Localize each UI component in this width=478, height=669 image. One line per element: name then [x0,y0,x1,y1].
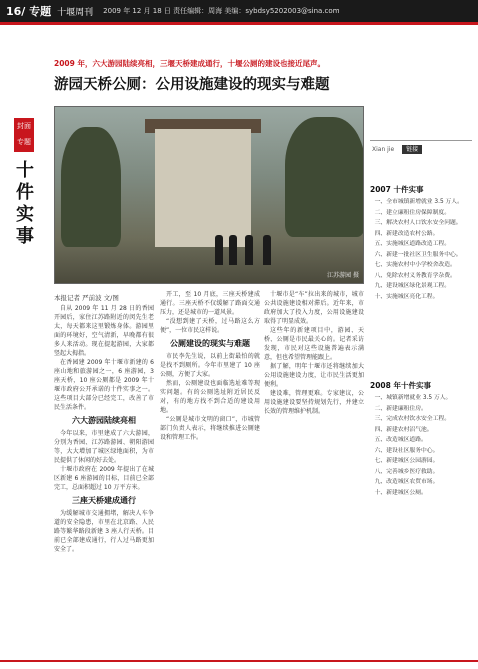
article-header [54,58,376,100]
article-subtitle: 2009 年，六大游园陆续亮相，三堰天桥建成通行，十堰公厕的建设也接近尾声。 [54,59,325,68]
list-title: 2007 十件实事 [370,185,424,194]
list-item: 九、建设城区绿化景观工程。 [374,283,450,289]
list-item: 二、建立廉租住房保障制度。 [374,209,450,216]
sidebar-rule [370,140,472,141]
paragraph: 这些年的新建项目中，游园、天桥、公厕是市民最关心的。记者采访发现，市民对这些设施普遍表示满意，但也希望管理能跟上。 [264,327,364,361]
list-title: 2008 年十件实事 [370,381,431,390]
list-2008 [370,380,472,656]
editor-name: Xian jie [372,146,395,153]
footer-rule [0,660,478,662]
paragraph: 开工，至 10 月底，三座天桥建成通行。三座天桥不仅缓解了路面交通压力，还是城市的一道风景。 [160,291,260,316]
column-3 [264,290,364,656]
column-2 [160,290,260,656]
link-tag: 链接 [402,145,422,154]
list-item: 六、新建一批社区卫生服务中心。 [374,251,462,258]
issue-meta: 2009 年 12 月 18 日 责任编辑：周海 美编：sybdsy5202003@sina.com [103,7,340,15]
section-heading: 六大游园陆续亮相 [72,416,136,425]
photo-credit: 江苏游园 摄 [327,272,359,279]
paragraph: 今年以来，市里建成了六大游园，分别为香园、江苏路游园、朝阳游园等，大大增加了城区绿地面积，为市民提供了休闲的好去处。 [54,430,154,464]
people-graphic [215,225,285,265]
section-heading: 三座天桥建成通行 [72,496,136,505]
article-headline: 游园天桥公厕：公用设施建设的现实与难题 [54,76,330,93]
list-item: 一、城镇新增就业 3.5 万人。 [374,395,452,401]
byline: 本报记者 严前波 文/图 [54,294,119,302]
section-name: 十堰周刊 [57,7,94,18]
list-item: 十、新建城区公厕。 [374,489,427,496]
tree-graphic [285,117,364,237]
list-item: 七、实施农村中小学校舍改造。 [374,262,456,268]
sidebar-editor [372,144,422,153]
side-title: 十件实事 [16,160,34,247]
list-item: 七、新建城区公园游园。 [374,458,439,464]
top-rule [0,22,478,25]
list-item: 三、解决农村人口饮水安全问题。 [374,220,462,226]
paragraph: “没想到建了天桥，过马路这么方便”，一位市民这样说。 [160,318,260,334]
paragraph: 在香园建 2009 年十堰市新建的 6 座山地和旅游园之一，6 座游园，3 座天桥，10 座公厕都是 2009 年十堰市政府公开承诺的十件实事之一。这些项目大部分已经完工，改善了市民生活条件。 [54,359,154,411]
list-item: 九、改造城区农贸市场。 [374,479,439,485]
paragraph: 十堰市是“车”拉出来的城市，城市公共设施建设相对滞后。近年来，市政府加大了投入力度，公用设施建设取得了明显成效。 [264,291,364,325]
list-item: 八、免除农村义务教育学杂费。 [374,272,456,279]
paragraph: 自从 2009 年 11 月 28 日的香园开园后，家住江苏路附近的闵先生老太，每天都来这里锻炼身体。游园里面的环境好，空气清新，早晚都有很多人来活动。现在提起游园，大家都竖起大拇指。 [54,305,154,357]
paragraph: 然而，公厕建设也面临选址难等现实问题。有的公厕选址附近居民反对，有的地方找不到合适的建设用地。 [160,380,260,414]
list-item: 八、完善城乡医疗救助。 [374,468,439,475]
paragraph: 为缓解城市交通拥堵，解决人车争道的安全隐患，市里在北京路、人民路等繁华路段新建 3 座人行天桥。目前已全部建成通行，行人过马路更加安全了。 [54,510,154,553]
column-1 [54,304,154,656]
list-item: 四、新建农村沼气池。 [374,426,433,433]
list-item: 四、新建改造农村公路。 [374,230,439,237]
list-item: 三、完成农村饮水安全工程。 [374,416,450,422]
list-item: 一、全市城镇新增就业 3.5 万人。 [374,199,463,205]
list-item: 十、实施城区亮化工程。 [374,293,439,300]
cover-topic-tag: 封面专题 [14,118,34,152]
paragraph: 十堰市政府在 2009 年提出了在城区新建 6 座游园的目标，目前已全部完工，总面积超过 10 万平方米。 [54,466,154,491]
paragraph: 建设难，管理更难。专家建议，公用设施建设要坚持规划先行，并建立长效的管理维护机制。 [264,390,364,415]
paragraph: “公厕是城市文明的窗口”，市城管部门负责人表示，将继续推进公厕建设和管理工作。 [160,416,260,441]
article-photo [54,106,364,284]
list-2007 [370,184,472,369]
list-item: 五、改造城区道路。 [374,437,427,443]
list-item: 二、新建廉租住房。 [374,405,427,412]
page-number: 16/ 专题 [6,5,52,18]
list-item: 六、建设社区服务中心。 [374,447,439,454]
tree-graphic [61,127,121,247]
paragraph: 据了解，明年十堰市还将继续加大公用设施建设力度，让市民生活更加便利。 [264,363,364,388]
list-item: 五、实施城区道路改造工程。 [374,241,450,247]
top-bar [0,0,478,22]
section-heading: 公厕建设的现实与难题 [170,339,250,348]
paragraph: 市民李先生说，以前上街最怕的就是找不到厕所。今年市里建了 10 座公厕，方便了大家。 [160,353,260,378]
